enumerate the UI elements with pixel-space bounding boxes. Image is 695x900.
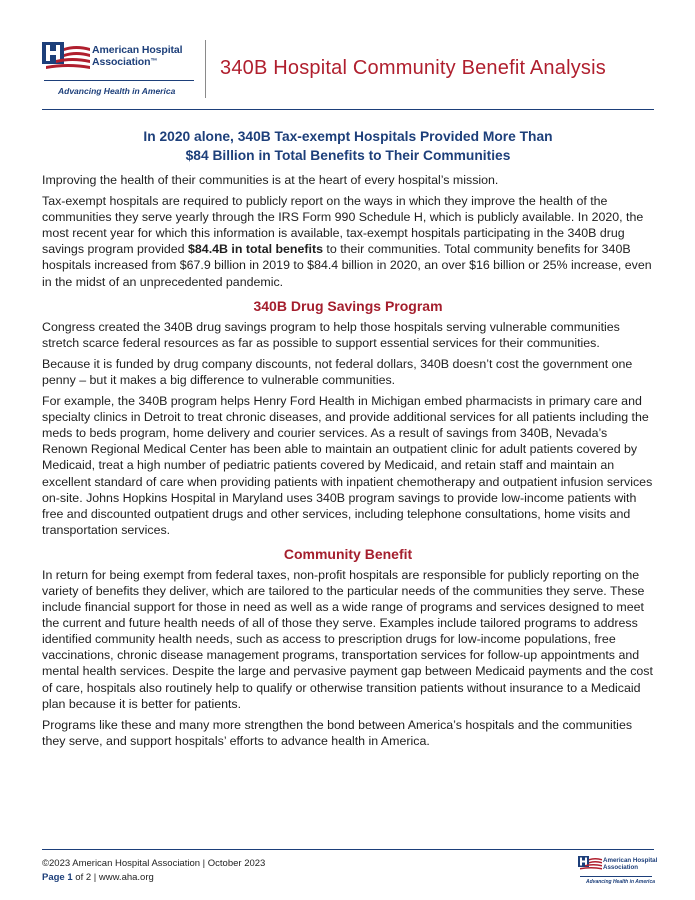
program-section-heading: 340B Drug Savings Program: [253, 297, 443, 314]
report-title: 340B Hospital Community Benefit Analysis: [220, 57, 606, 79]
footer-copyright: ©2023 American Hospital Association | October 2023: [42, 858, 266, 869]
aha-logo-wordmark: American Hospital Association™: [92, 44, 183, 68]
benefit-section-heading: Community Benefit: [283, 545, 413, 562]
headline: [42, 127, 654, 165]
footer-rule: [42, 849, 654, 850]
footer-logo: [578, 856, 658, 890]
footer-page-info: Page 1 of 2 | www.aha.org: [42, 872, 154, 883]
footer-logo-wordmark: American Hospital Association: [603, 857, 658, 871]
program-paragraph-1: Congress created the 340B drug savings program to help those hospitals serving vulnerable communities stretch scarce federal resources as far as possible to support essential services for their communities.: [42, 319, 620, 350]
program-paragraph-3: For example, the 340B program helps Henry Ford Health in Michigan embed pharmacists in primary care and specialty clinics in Detroit to treat chronic diseases, and provide additional services for all patients including the meds to beds program, home delivery and courier services. As a result of savings from 340B, Nevada’s Renown Regional Medical Center has been able to maintain an outpatient clinic for adult patients covered by Medicaid, treat a high number of pediatric patients covered by Medicaid, and retain staff and maintain an excellent standard of care when providing patients with inpatient chemotherapy and outpatient infusion services on-site. Johns Hopkins Hospital in Maryland uses 340B program savings to provide low-income patients with free and discounted outpatient drugs and other services, including telephone consultations, home visits and transportation services.: [42, 394, 653, 537]
page-header: [0, 0, 695, 110]
footer-logo-tagline: Advancing Health in America: [586, 879, 655, 885]
aha-logo-small-icon: [578, 856, 602, 872]
program-paragraph-2: Because it is funded by drug company discounts, not federal dollars, 340B doesn’t cost the government one penny – but it makes a big difference to vulnerable communities.: [42, 356, 633, 387]
footer-logo-divider: [580, 876, 652, 877]
headline-line2: $84 Billion in Total Benefits to Their Communities: [185, 148, 511, 163]
header-rule: [42, 109, 654, 110]
main-content: [42, 127, 654, 754]
benefit-paragraph-1: In return for being exempt from federal taxes, non-profit hospitals are responsible for publicly reporting on the variety of benefits they deliver, which are tailored to the particular needs of the communities they serve. These include financial support for those in need as well as a wide range of programs and services designed to meet the current and future health needs of all of those they serve. Examples include tailored programs to address identified community health needs, such as access to prescription drugs for low-income populations, free vaccinations, chronic disease management programs, transportation services for follow-up appointments and mental health services. Despite the large and pervasive payment gap between Medicaid payments and the cost of care, hospitals also routinely help to qualify or otherwise transition patients without insurance to a Medicaid plan because it is better for patients.: [42, 567, 653, 711]
page-footer: [42, 857, 265, 885]
header-vertical-divider: [205, 40, 206, 98]
intro-paragraph-2: Tax-exempt hospitals are required to publicly report on the ways in which they improve the health of the communities they serve yearly through the IRS Form 990 Schedule H, which is publicly available. In 2020, the most recent year for which this information is available, tax-exempt hospitals participating in the 340B drug savings program provided $84.4B in total benefits to their communities. Total community benefits for 340B hospitals increased from $67.9 billion in 2019 to $84.4 billion in 2020, an over $16 billion or 25% increase, even in the midst of an unprecedented pandemic.: [42, 194, 652, 289]
page-number: Page 1: [42, 872, 73, 883]
aha-tagline: Advancing Health in America: [58, 86, 176, 96]
headline-line1: In 2020 alone, 340B Tax-exempt Hospitals Provided More Than: [143, 129, 553, 144]
total-benefits-highlight: $84.4B in total benefits: [188, 242, 323, 257]
aha-logo-icon: [42, 42, 90, 74]
intro-paragraph-1: Improving the health of their communities is at the heart of every hospital’s mission.: [42, 173, 499, 187]
benefit-paragraph-2: Programs like these and many more strengthen the bond between America’s hospitals and the communities they serve, and support hospitals’ efforts to advance health in America.: [42, 717, 633, 748]
logo-divider: [44, 80, 194, 81]
